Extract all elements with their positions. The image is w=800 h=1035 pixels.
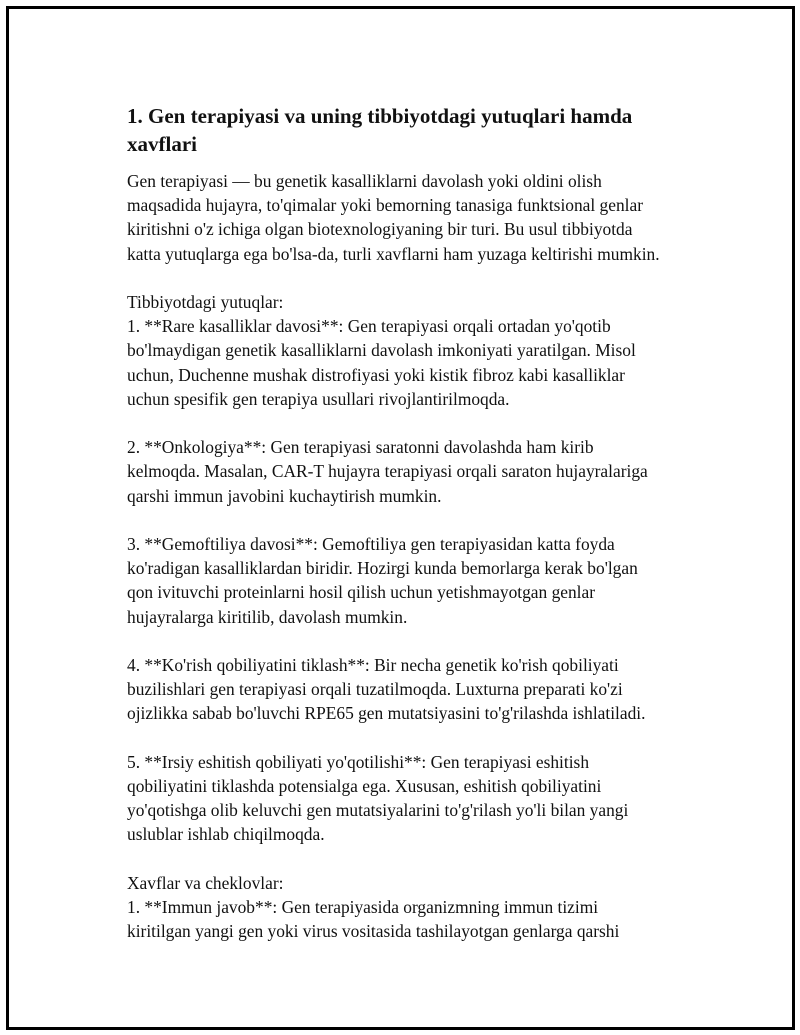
text-line: kiritishni o'z ichiga olgan biotexnologiyaning bir turi. Bu usul tibbiyotda bbox=[127, 219, 633, 240]
blank-line bbox=[121, 726, 701, 750]
text-line: Gen terapiyasi — bu genetik kasalliklarni davolash yoki oldini olish bbox=[127, 171, 602, 191]
list-item-oncology bbox=[121, 435, 701, 508]
text-line: katta yutuqlarga ega bo'lsa-da, turli xavflarni ham yuzaga keltirishi mumkin. bbox=[127, 243, 660, 264]
list-item-hearing bbox=[121, 750, 701, 847]
text-line: uchun spesifik gen terapiya usullari rivojlantirilmoqda. bbox=[127, 388, 510, 409]
text-line: uchun, Duchenne mushak distrofiyasi yoki kistik fibroz kabi kasalliklar bbox=[127, 364, 625, 385]
text-line: maqsadida hujayra, to'qimalar yoki bemorning tanasiga funktsional genlar bbox=[127, 195, 644, 216]
blank-line bbox=[121, 847, 701, 871]
page-frame bbox=[6, 6, 795, 1030]
blank-line bbox=[121, 508, 701, 532]
blank-line bbox=[121, 411, 701, 435]
document-title bbox=[121, 102, 701, 158]
text-line: ko'radigan kasalliklardan biridir. Hozirgi kunda bemorlarga kerak bo'lgan bbox=[127, 558, 638, 579]
section-heading: Xavflar va cheklovlar: bbox=[127, 872, 284, 893]
text-line: uslublar ishlab chiqilmoqda. bbox=[127, 824, 325, 845]
text-line: 3. **Gemoftiliya davosi**: Gemoftiliya gen terapiyasidan katta foyda bbox=[127, 534, 615, 554]
list-item-vision bbox=[121, 653, 701, 726]
risks-section bbox=[121, 871, 701, 944]
text-line: 5. **Irsiy eshitish qobiliyati yo'qotilishi**: Gen terapiyasi eshitish bbox=[127, 751, 590, 772]
blank-line bbox=[121, 266, 701, 290]
text-line: qon ivituvchi proteinlarni hosil qilish uchun yetishmayotgan genlar bbox=[127, 582, 596, 603]
achievements-section bbox=[121, 290, 701, 411]
section-heading: Tibbiyotdagi yutuqlar: bbox=[127, 292, 284, 312]
document-content bbox=[121, 102, 701, 943]
intro-paragraph bbox=[121, 169, 701, 266]
text-line: kelmoqda. Masalan, CAR-T hujayra terapiyasi orqali saraton hujayralariga bbox=[127, 461, 648, 482]
text-line: qobiliyatini tiklashda potensialga ega. Xususan, eshitish qobiliyatini bbox=[127, 776, 602, 796]
document-title-line: 1. Gen terapiyasi va uning tibbiyotdagi yutuqlari hamda bbox=[127, 104, 633, 128]
text-line: qarshi immun javobini kuchaytirish mumkin. bbox=[127, 485, 442, 506]
text-line: ojizlikka sabab bo'luvchi RPE65 gen mutatsiyasini to'g'rilashda ishlatiladi. bbox=[127, 703, 646, 724]
list-item-hemophilia bbox=[121, 532, 701, 629]
text-line: kiritilgan yangi gen yoki virus vositasida tashilayotgan genlarga qarshi bbox=[127, 921, 620, 942]
text-line: yo'qotishga olib keluvchi gen mutatsiyalarini to'g'rilash yo'li bilan yangi bbox=[127, 800, 629, 821]
text-line: buzilishlari gen terapiyasi orqali tuzatilmoqda. Luxturna preparati ko'zi bbox=[127, 679, 623, 700]
blank-line bbox=[121, 629, 701, 653]
document-title-line: xavflari bbox=[127, 132, 197, 156]
text-line: 2. **Onkologiya**: Gen terapiyasi saratonni davolashda ham kirib bbox=[127, 437, 594, 458]
text-line: 1. **Rare kasalliklar davosi**: Gen terapiyasi orqali ortadan yo'qotib bbox=[127, 316, 611, 337]
text-line: hujayralarga kiritilib, davolash mumkin. bbox=[127, 606, 408, 627]
text-line: 1. **Immun javob**: Gen terapiyasida organizmning immun tizimi bbox=[127, 897, 599, 917]
text-line: bo'lmaydigan genetik kasalliklarni davolash imkoniyati yaratilgan. Misol bbox=[127, 340, 636, 361]
text-line: 4. **Ko'rish qobiliyatini tiklash**: Bir necha genetik ko'rish qobiliyati bbox=[127, 655, 619, 675]
